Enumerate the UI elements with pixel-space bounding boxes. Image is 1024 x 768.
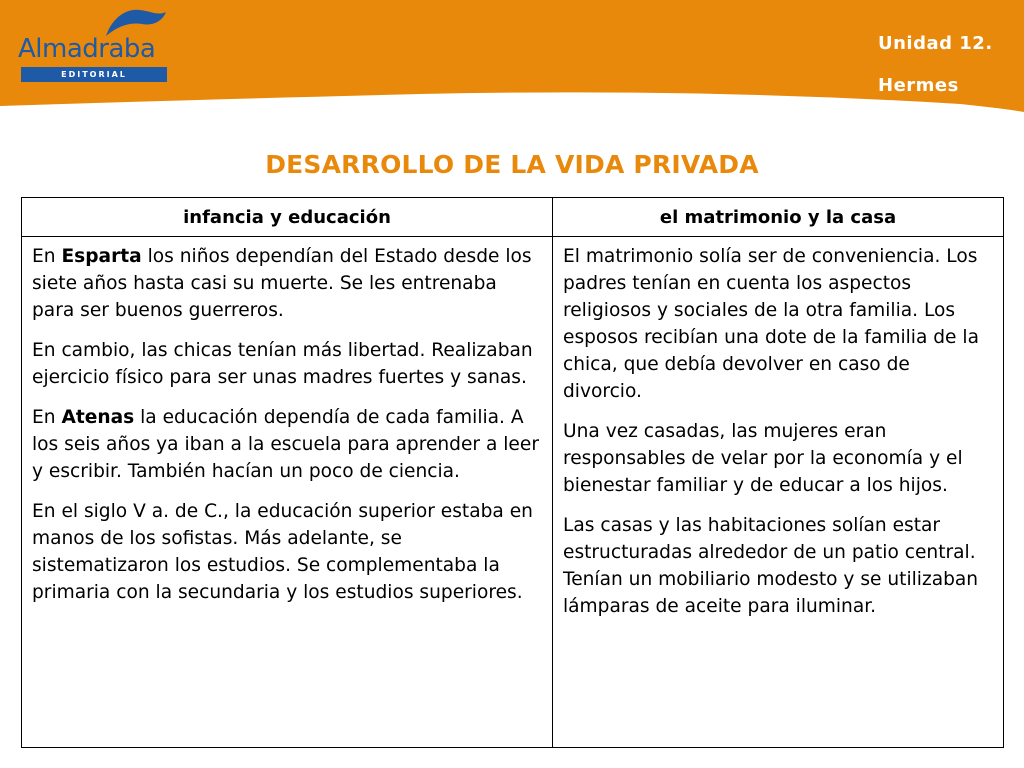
table-header-row <box>22 198 1004 237</box>
logo-wordmark: Almadraba <box>18 34 156 64</box>
logo-subtitle: EDITORIAL <box>21 67 167 82</box>
paragraph-casas: Las casas y las habitaciones solían estar estructuradas alrededor de un patio central. Tenían un mobiliario modesto y se utilizaban lámparas de aceite para iluminar. <box>563 515 979 617</box>
text-span: En <box>32 407 62 428</box>
cell-matrimonio <box>553 237 1004 748</box>
cell-infancia <box>22 237 553 748</box>
keyword-atenas: Atenas <box>61 407 135 428</box>
table-row <box>22 237 1004 748</box>
paragraph-chicas: En cambio, las chicas tenían más libertad. Realizaban ejercicio físico para ser unas madres fuertes y sanas. <box>32 340 533 388</box>
page-title: DESARROLLO DE LA VIDA PRIVADA <box>265 150 759 179</box>
paragraph-educacion-superior: En el siglo V a. de C., la educación superior estaba en manos de los sofistas. Más adelante, se sistematizaron los estudios. Se complementaba la primaria con la secundaria y los estudios superiores. <box>32 501 533 603</box>
unit-subject: Hermes <box>878 75 959 96</box>
paragraph-matrimonio: El matrimonio solía ser de conveniencia. Los padres tenían en cuenta los aspectos religiosos y sociales de la otra familia. Los esposos recibían una dote de la familia de la chica, que debía devolver en caso de divorcio. <box>563 246 979 402</box>
paragraph-atenas <box>32 404 542 485</box>
text-span: la educación dependía de cada familia. A los seis años ya iban a la escuela para aprender a leer y escribir. También hacían un poco de ciencia. <box>32 407 539 482</box>
text-span: En <box>32 246 62 267</box>
keyword-esparta: Esparta <box>61 246 142 267</box>
unit-label: Unidad 12. <box>878 33 993 54</box>
text-span: los niños dependían del Estado desde los siete años hasta casi su muerte. Se les entrenaba para ser buenos guerreros. <box>32 246 532 321</box>
column-header-matrimonio: el matrimonio y la casa <box>553 198 1004 237</box>
column-header-infancia: infancia y educación <box>22 198 553 237</box>
publisher-logo <box>18 6 168 80</box>
paragraph-esparta <box>32 243 542 324</box>
content-table <box>21 197 1004 748</box>
paragraph-casadas: Una vez casadas, las mujeres eran responsables de velar por la economía y el bienestar familiar y de educar a los hijos. <box>563 421 963 496</box>
